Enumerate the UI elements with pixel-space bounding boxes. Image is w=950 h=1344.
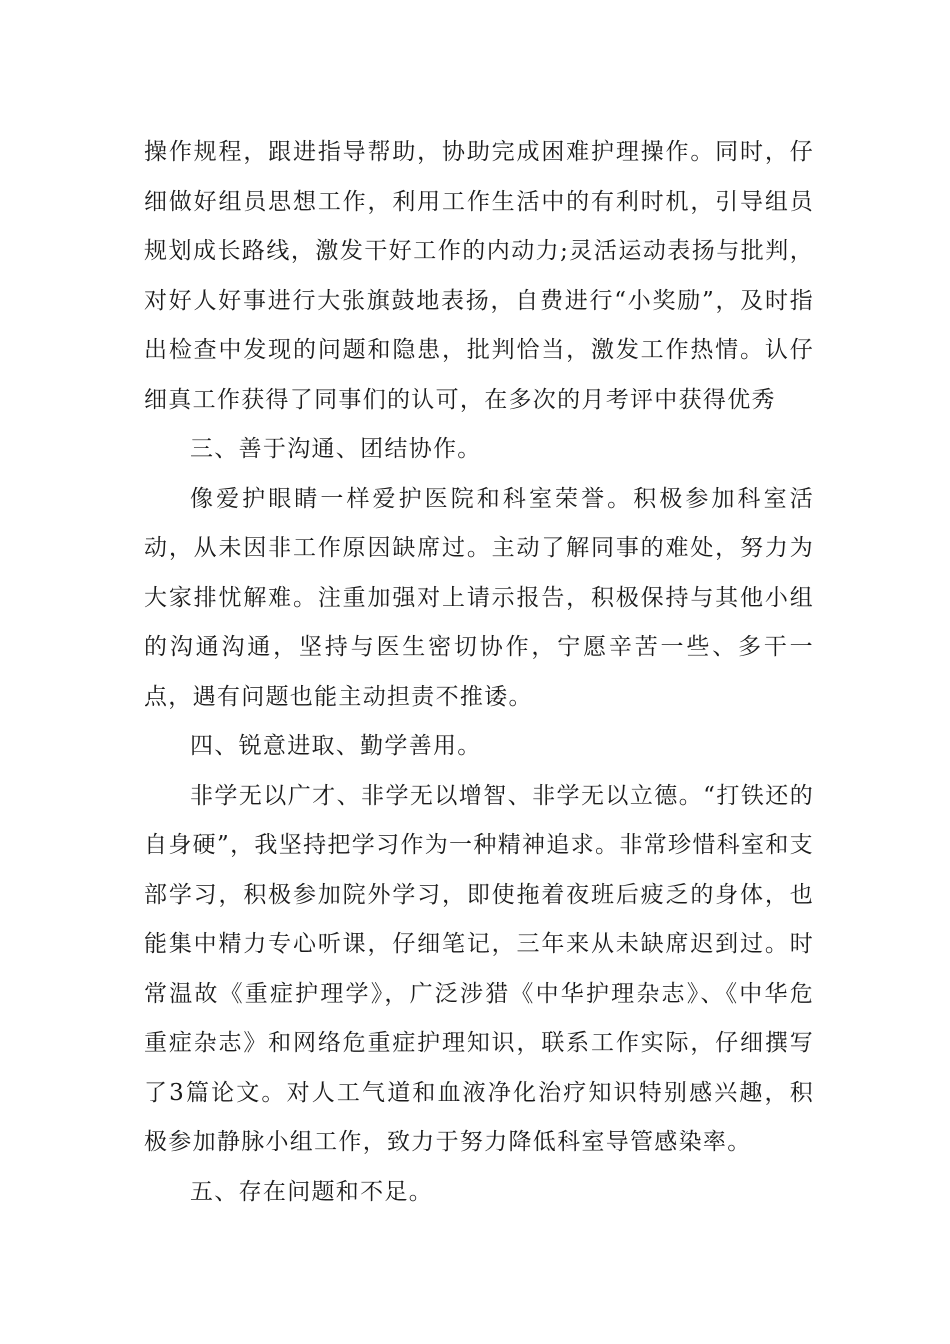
section-heading-three: 三、善于沟通、团结协作。 — [190, 436, 482, 462]
section-heading-four: 四、锐意进取、勤学善用。 — [190, 733, 482, 759]
section-heading-five: 五、存在问题和不足。 — [190, 1178, 433, 1205]
paragraph-continued-body: 操作规程，跟进指导帮助，协助完成困难护理操作。同时，仔细做好组员思想工作，利用工作生活中的有利时机，引导组员规划成长路线，激发干好工作的内动力;灵活运动表扬与批判，对好人好事进行大张旗鼓地表扬，自费进行“小奖励”，及时指出检查中发现的问题和隐患，批判恰当，激发工作热情。认仔细真工作获得了同事们的认可，在多次的月考评中获得优秀 — [144, 139, 814, 413]
paragraph-learning: 非学无以广才、非学无以增智、非学无以立德。“打铁还的自身硬”，我坚持把学习作为一种精神追求。非常珍惜科室和支部学习，积极参加院外学习，即使拖着夜班后疲乏的身体，也能集中精力专心听课，仔细笔记，三年来从未缺席迟到过。时常温故《重症护理学》，广泛涉猎《中华护理杂志》、《中华危重症杂志》和网络危重症护理知识，联系工作实际，仔细撰写了3篇论文。对人工气道和血液净化治疗知识特别感兴趣，积极参加静脉小组工作，致力于努力降低科室导管感染率。 — [144, 782, 814, 1155]
paragraph-communication: 像爱护眼睛一样爱护医院和科室荣誉。积极参加科室活动，从未因非工作原因缺席过。主动了解同事的难处，努力为大家排忧解难。注重加强对上请示报告，积极保持与其他小组的沟通沟通，坚持与医生密切协作，宁愿辛苦一些、多干一点，遇有问题也能主动担责不推诿。 — [144, 485, 814, 710]
document-body — [144, 128, 814, 1217]
